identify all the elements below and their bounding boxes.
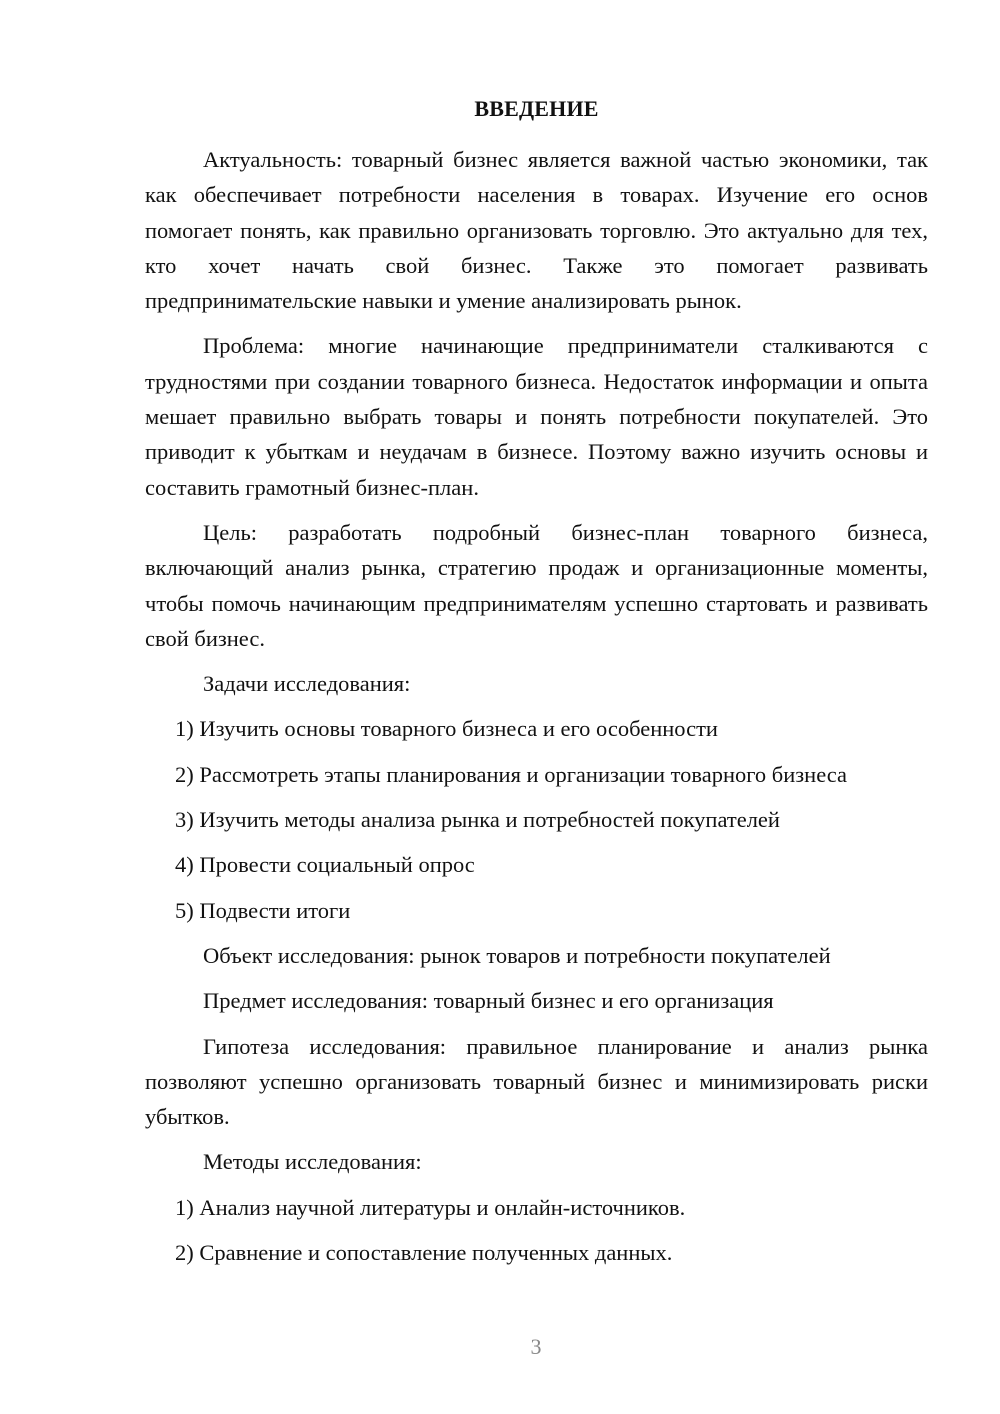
tasks-heading: Задачи исследования: <box>203 671 411 697</box>
relevance-paragraph: Актуальность: товарный бизнес является важной частью экономики, так как обеспечивает потребности населения в товарах. Изучение его основ помогает понять, как правильно организовать торговлю. Это актуально для тех, кто хочет начать свой бизнес. Также это помогает развивать предпринимательские навыки и умение анализировать рынок. <box>145 147 928 314</box>
hypothesis-paragraph: Гипотеза исследования: правильное планирование и анализ рынка позволяют успешно организовать товарный бизнес и минимизировать риски убытков. <box>145 1033 928 1130</box>
method-item: 2) Сравнение и сопоставление полученных данных. <box>175 1240 673 1266</box>
task-item: 5) Подвести итоги <box>175 897 351 923</box>
page-number: 3 <box>530 1334 542 1359</box>
research-object: Объект исследования: рынок товаров и потребности покупателей <box>203 942 831 968</box>
goal-paragraph: Цель: разработать подробный бизнес-план товарного бизнеса, включающий анализ рынка, стратегию продаж и организационные моменты, чтобы помочь начинающим предпринимателям успешно стартовать и развивать свой бизнес. <box>145 519 928 651</box>
task-item: 1) Изучить основы товарного бизнеса и его особенности <box>175 716 718 742</box>
problem-paragraph: Проблема: многие начинающие предприниматели сталкиваются с трудностями при создании товарного бизнеса. Недостаток информации и опыта мешает правильно выбрать товары и понять потребности покупателей. Это приводит к убыткам и неудачам в бизнесе. Поэтому важно изучить основы и составить грамотный бизнес-план. <box>145 333 928 500</box>
research-subject: Предмет исследования: товарный бизнес и его организация <box>203 988 774 1014</box>
task-item: 4) Провести социальный опрос <box>175 852 475 878</box>
page-content <box>145 94 928 1280</box>
methods-heading: Методы исследования: <box>203 1149 422 1175</box>
section-title: ВВЕДЕНИЕ <box>474 96 599 121</box>
method-item: 1) Анализ научной литературы и онлайн-источников. <box>175 1194 686 1220</box>
task-item: 2) Рассмотреть этапы планирования и организации товарного бизнеса <box>175 761 848 787</box>
task-item: 3) Изучить методы анализа рынка и потребностей покупателей <box>175 807 780 833</box>
